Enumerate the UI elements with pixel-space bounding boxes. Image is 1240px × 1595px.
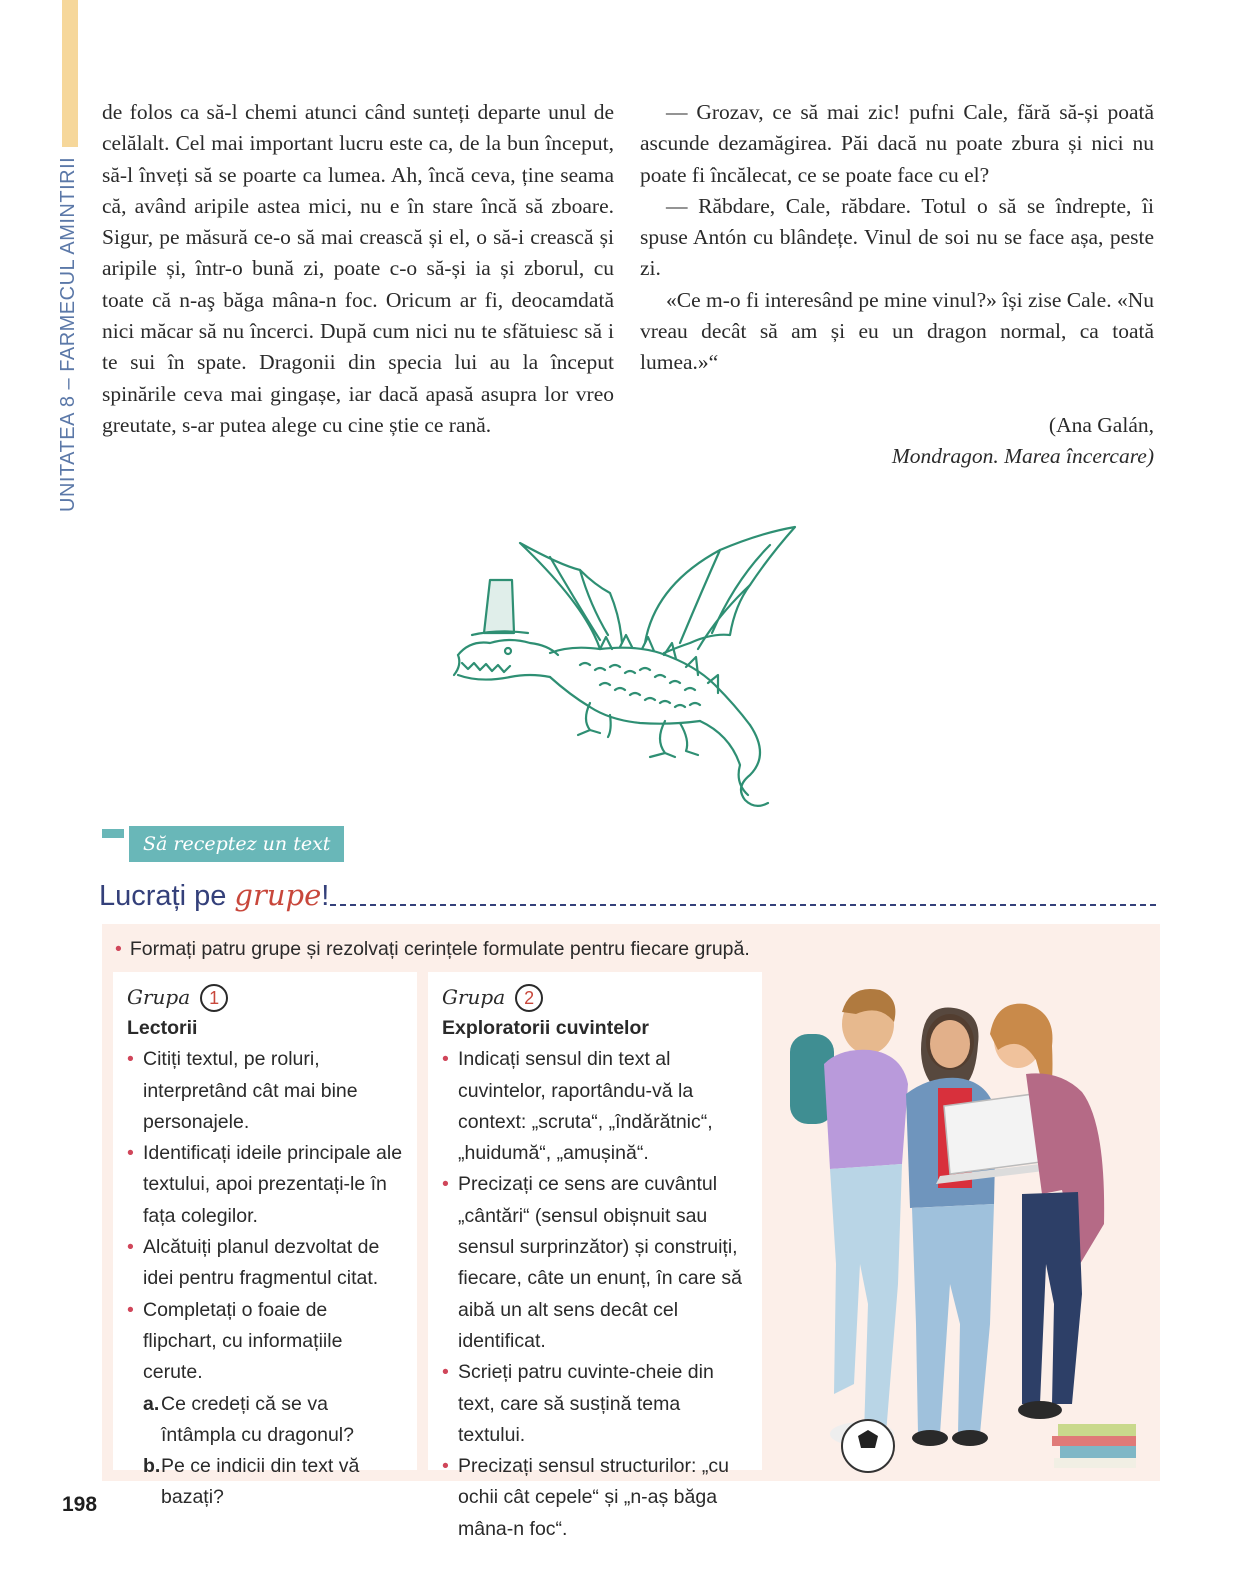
students-photo [790, 964, 1152, 1476]
attribution-author: (Ana Galán, [1048, 412, 1154, 437]
attribution-work: Mondragon. Marea încercare) [891, 443, 1154, 468]
group-2-card [428, 972, 762, 1540]
story-left-column [102, 97, 614, 441]
group-heading: Grupa 2 [442, 982, 750, 1013]
list-item: • Scrieți patru cuvinte-cheie din text, care să susțină tema textului. [442, 1357, 750, 1451]
story-right-column [640, 97, 1154, 472]
group-name: Lectorii [127, 1017, 198, 1039]
group-number-badge: 1 [200, 984, 228, 1012]
section-tag: Să receptez un text [129, 826, 344, 862]
side-color-stripe [62, 0, 78, 147]
list-item: • Indicați sensul din text al cuvintelor, raportându-vă la context: „scruta“, „îndărătnic“, „huidumă“, „amușină“. [442, 1044, 750, 1169]
title-suffix: ! [321, 880, 330, 912]
sub-item-a: a. Ce credeți că se va întâmpla cu dragonul? [143, 1389, 405, 1452]
task-list [442, 1044, 750, 1545]
task-list [127, 1044, 405, 1388]
list-item: • Precizați ce sens are cuvântul „cântări“ (sensul obișnuit sau sensul surprinzător) și construiți, fiecare, câte un enunț, în care să aibă un alt sens decât cel identificat. [442, 1169, 750, 1357]
story-paragraph: «Ce m-o fi interesând pe mine vinul?» își zise Cale. «Nu vreau decât să am și eu un dragon normal, ca toată lumea.»“ [640, 287, 1154, 375]
attribution [640, 410, 1154, 473]
story-paragraph: — Grozav, ce să mai zic! pufni Cale, fără să-și poată ascunde dezamăgirea. Păi dacă nu poate zbura și nici nu poate fi încălecat, ce se poate face cu el? [640, 100, 1154, 187]
section-marker [102, 829, 124, 838]
sub-item-letter: a. [143, 1392, 160, 1415]
task-intro: • Formați patru grupe și rezolvați cerințele formulate pentru fiecare grupă. [115, 938, 750, 960]
story-paragraph: — Răbdare, Cale, răbdare. Totul o să se îndrepte, îi spuse Antón cu blândețe. Vinul de soi nu se face așa, peste zi. [640, 193, 1154, 281]
bullet-icon: • [115, 938, 122, 960]
unit-side-label: UNITATEA 8 – FARMECUL AMINTIRII [57, 156, 79, 512]
title-highlight: grupe [234, 878, 322, 912]
dragon-illustration [450, 525, 810, 820]
sub-item-letter: b. [143, 1455, 161, 1478]
list-item: • Precizați sensul structurilor: „cu ochii cât cepele“ și „n-aș băga mâna-n foc“. [442, 1451, 750, 1545]
list-item: • Alcătuiți planul dezvoltat de idei pentru fragmentul citat. [127, 1232, 405, 1295]
group-name: Exploratorii cuvintelor [442, 1017, 649, 1039]
page-number: 198 [62, 1493, 98, 1516]
sub-item-b: b. Pe ce indicii din text vă bazați? [143, 1451, 405, 1514]
list-item: • Citiți textul, pe roluri, interpretând cât mai bine personajele. [127, 1044, 405, 1138]
story-paragraph: de folos ca să-l chemi atunci când sunteți departe unul de celălalt. Cel mai important lucru este ca, de la bun început, să-l înveți să se poarte ca lumea. Ah, încă ceva, ține seama că, având aripile astea mici, nu e în stare încă să zboare. Sigur, pe măsură ce-o să mai crească și el, o să-i crească și aripile și, într-o bună zi, poate c-o să-și ia și zborul, cu toate că n-aş băga mâna-n foc. Oricum ar fi, deocamdată nici măcar să nu încerci. După cum nici nu te sfătuiesc să i te sui în spate. Dragonii din specia lui au la început spinările ceva mai gingașe, iar dacă apasă asupra lor vreo greutate, s-ar putea alege cu cine știe ce rană. [102, 100, 614, 437]
list-item: • Completați o foaie de flipchart, cu informațiile cerute. [127, 1295, 405, 1389]
group-1-card [113, 972, 417, 1509]
task-title [99, 878, 329, 913]
title-prefix: Lucrați pe [99, 880, 235, 912]
dashed-rule [330, 904, 1156, 906]
group-number-badge: 2 [515, 984, 543, 1012]
group-heading: Grupa 1 [127, 982, 405, 1013]
list-item: • Identificați ideile principale ale textului, apoi prezentați-le în fața colegilor. [127, 1138, 405, 1232]
